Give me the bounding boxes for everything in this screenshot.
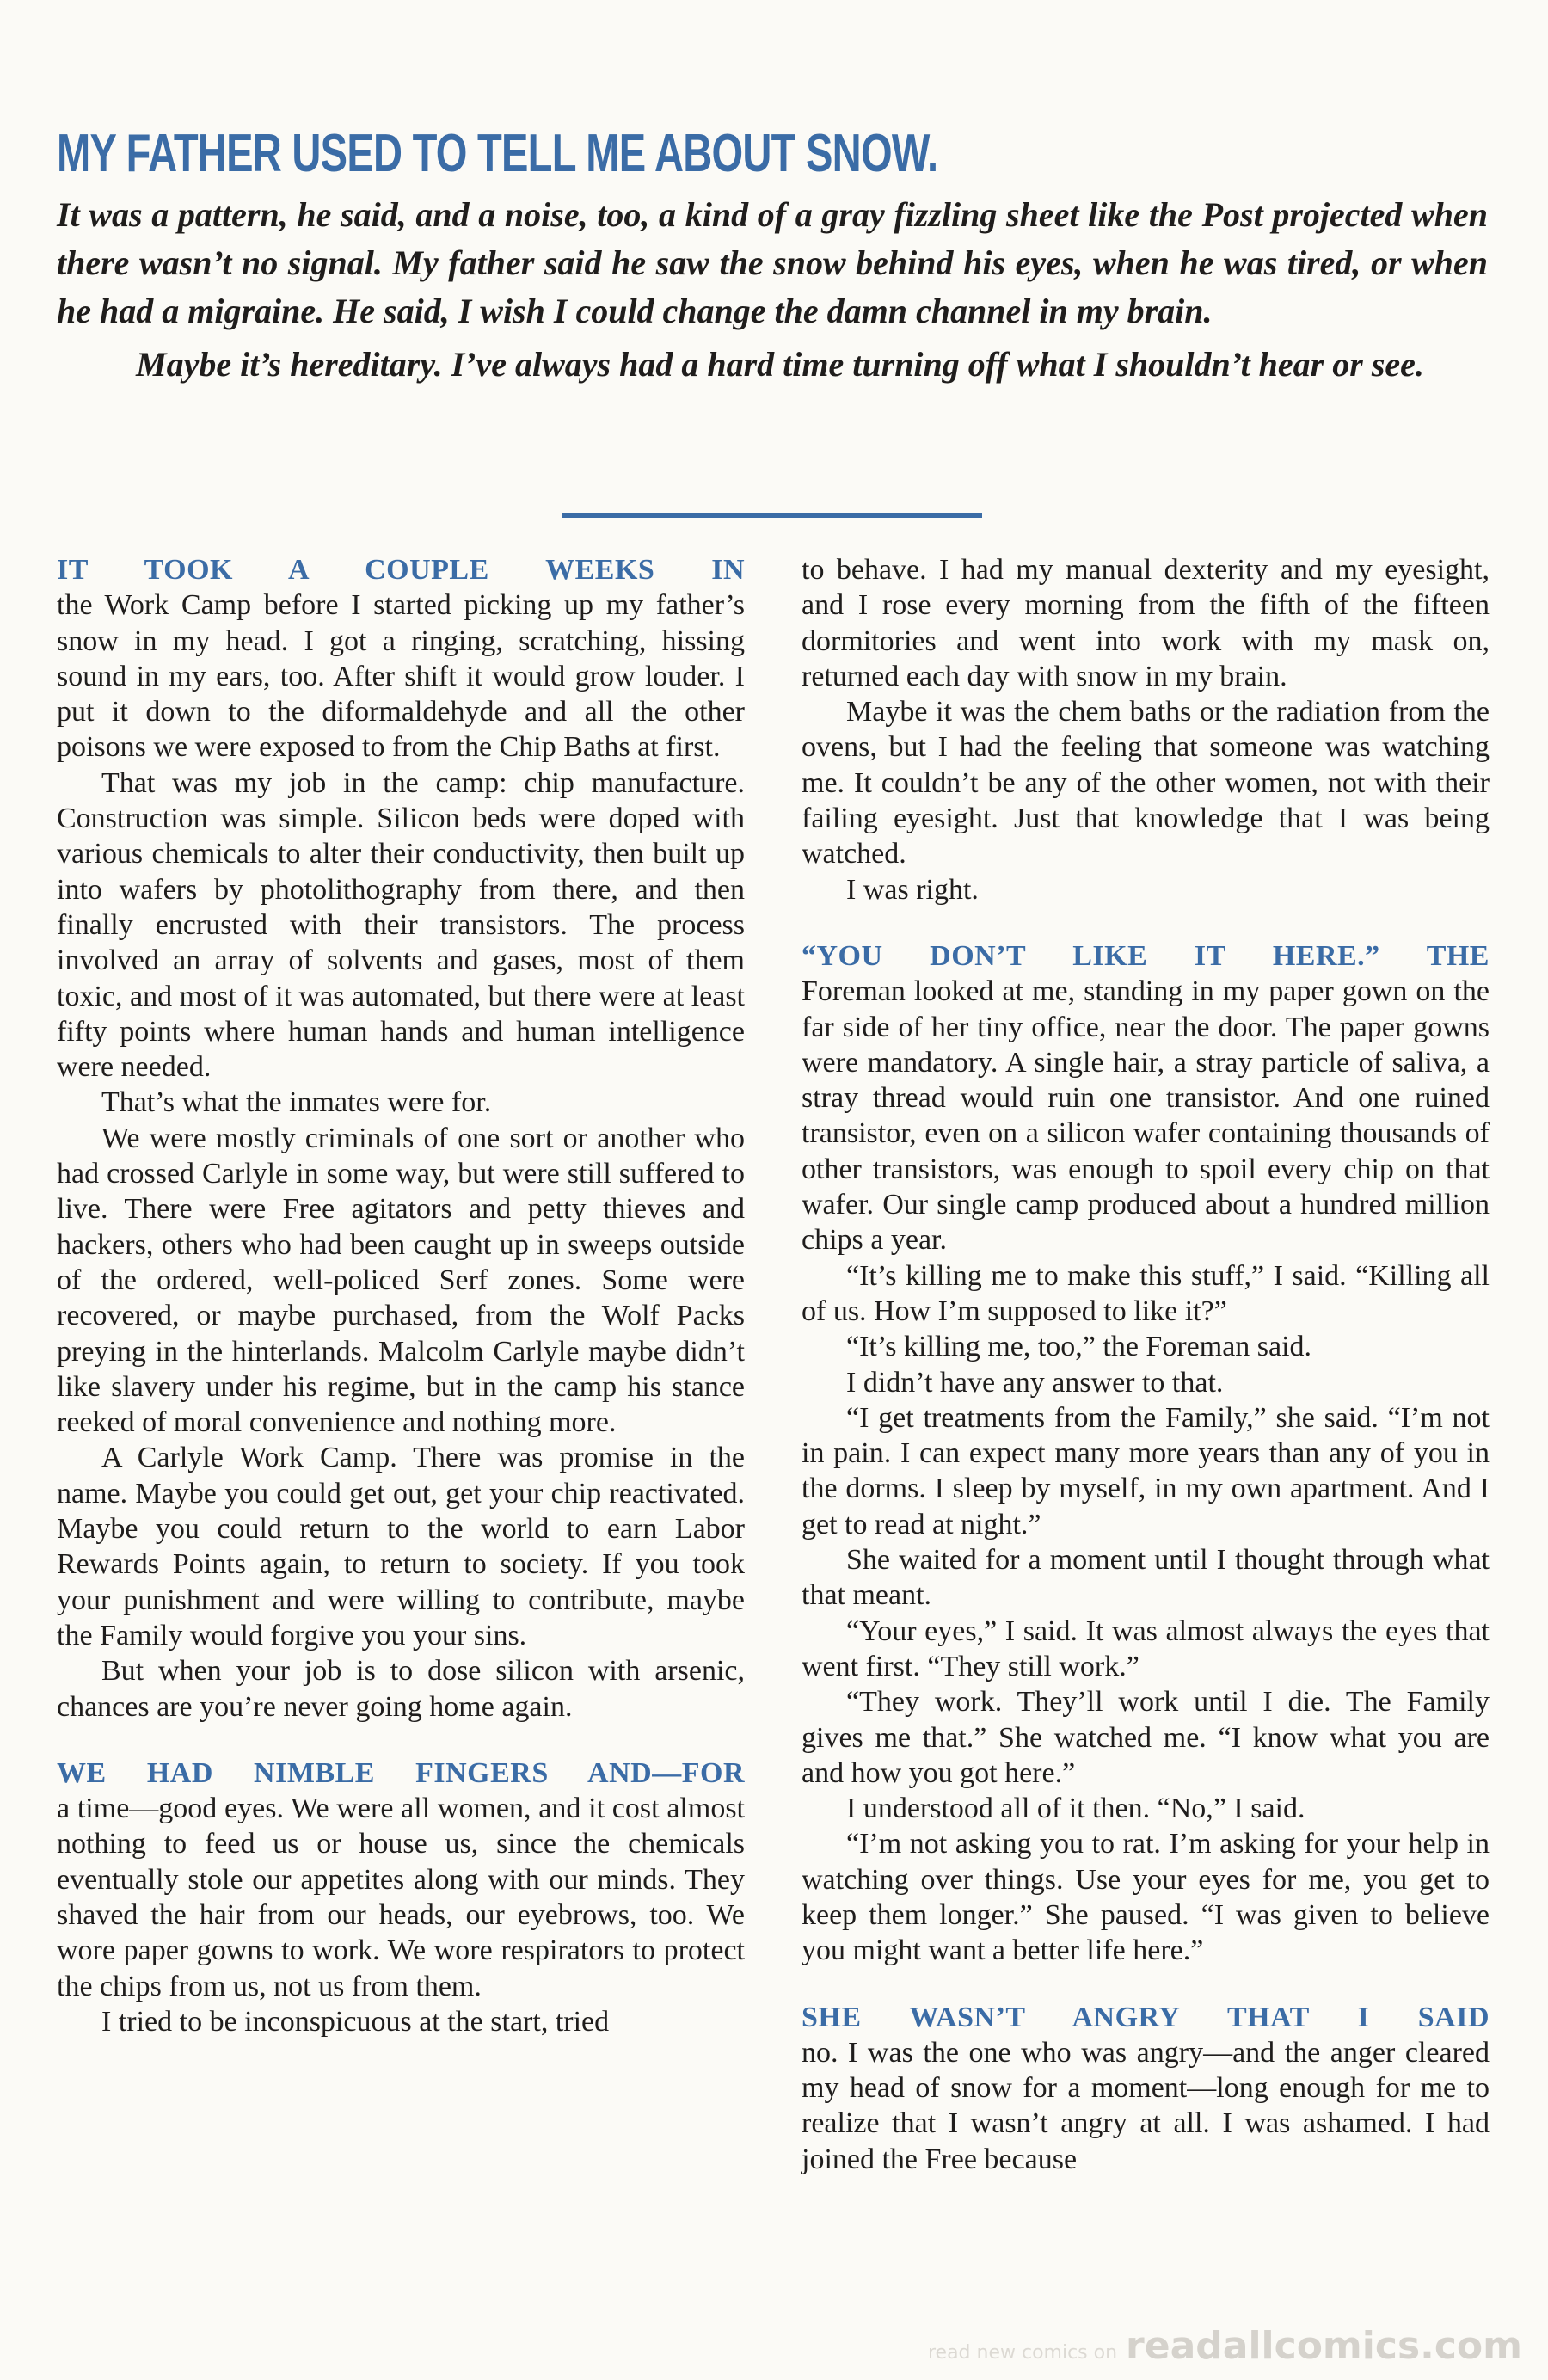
paragraph: “They work. They’ll work until I die. The Family gives me that.” She watched me. “I know what you are and how you got here.” xyxy=(802,1686,1490,1789)
paragraph: I was right. xyxy=(846,873,979,906)
intro-paragraph: It was a pattern, he said, and a noise, too, a kind of a gray fizzling sheet like the Post projected when there wasn’t no signal. My father said he saw the snow behind his eyes, when he was tired, or when he had a migraine. He said, I wish I could change the damn channel in my brain. xyxy=(57,195,1488,330)
paragraph: “It’s killing me, too,” the Foreman said. xyxy=(846,1331,1312,1363)
paragraph: That was my job in the camp: chip manufacture. Construction was simple. Silicon beds were doped with various chemicals to alter their conductivity, then built up into wafers by photolithography from there, and then finally encrusted with their transistors. The process involved an array of solvents and gases, most of them toxic, and most of it was automated, but there were at least fifty points where human hands and human intelligence were needed. xyxy=(57,766,745,1084)
intro-block xyxy=(57,191,1488,389)
site-watermark xyxy=(928,2324,1522,2368)
section-lead-in: IT TOOK A COUPLE WEEKS IN xyxy=(57,554,745,586)
paragraph: WE HAD NIMBLE FINGERS AND—FOR a time—good eyes. We were all women, and it cost almost nothing to feed us or house us, since the chemicals eventually stole our appetites along with our minds. They shaved the hair from our heads, our eyebrows, too. We wore paper gowns to work. We wore respirators to protect the chips from us, not us from them. xyxy=(57,1756,745,2002)
paragraph: She waited for a moment until I thought through what that meant. xyxy=(802,1544,1490,1612)
paragraph: “YOU DON’T LIKE IT HERE.” THE Foreman looked at me, standing in my paper gown on the far side of her tiny office, near the door. The paper gowns were mandatory. A single hair, a stray particle of saliva, a stray thread would ruin one transistor. And one ruined transistor, even on a silicon wafer containing thousands of other transistors, was enough to spoil every chip on that wafer. Our single camp produced about a hundred million chips a year. xyxy=(802,939,1490,1257)
paragraph: IT TOOK A COUPLE WEEKS IN the Work Camp before I started picking up my father’s snow in my head. I got a ringing, scratching, hissing sound in my ears, too. After shift it would grow louder. I put it down to the diformaldehyde and all the other poisons we were exposed to from the Chip Baths at first. xyxy=(57,554,745,764)
section-lead-in: “YOU DON’T LIKE IT HERE.” THE xyxy=(802,939,1490,972)
intro-paragraph: Maybe it’s hereditary. I’ve always had a hard time turning off what I shouldn’t hear or see. xyxy=(136,345,1424,384)
paragraph: I understood all of it then. “No,” I said. xyxy=(846,1793,1305,1825)
paragraph: I didn’t have any answer to that. xyxy=(846,1366,1224,1399)
paragraph: A Carlyle Work Camp. There was promise in the name. Maybe you could get out, get your chip reactivated. Maybe you could return to the world to earn Labor Rewards Points again, to return to society. If you took your punishment and were willing to contribute, maybe the Family would forgive you your sins. xyxy=(57,1442,745,1651)
paragraph: to behave. I had my manual dexterity and my eyesight, and I rose every morning from the fifth of the fifteen dormitories and went into work with my mask on, returned each day with snow in my brain. xyxy=(802,554,1490,692)
paragraph: “It’s killing me to make this stuff,” I said. “Killing all of us. How I’m supposed to like it?” xyxy=(802,1259,1490,1327)
section-divider xyxy=(562,513,982,518)
section-lead-in: WE HAD NIMBLE FINGERS AND—FOR xyxy=(57,1756,745,1789)
right-column xyxy=(802,552,1490,2177)
paragraph: “Your eyes,” I said. It was almost always the eyes that went first. “They still work.” xyxy=(802,1614,1490,1682)
paragraph: “I get treatments from the Family,” she said. “I’m not in pain. I can expect many more years than any of you in the dorms. I sleep by myself, in my own apartment. And I get to read at night.” xyxy=(802,1401,1490,1541)
section-lead-in: SHE WASN’T ANGRY THAT I SAID xyxy=(802,2001,1490,2033)
paragraph: I tried to be inconspicuous at the start, tried xyxy=(101,2005,610,2038)
watermark-domain: readallcomics.com xyxy=(1126,2324,1522,2368)
watermark-tagline: read new comics on xyxy=(927,2342,1118,2364)
left-column xyxy=(57,552,745,2039)
paragraph: But when your job is to dose silicon with arsenic, chances are you’re never going home again. xyxy=(57,1655,745,1723)
paragraph: SHE WASN’T ANGRY THAT I SAID no. I was the one who was angry—and the anger cleared my head of snow for a moment—long enough for me to realize that I wasn’t angry at all. I was ashamed. I had joined the Free because xyxy=(802,2001,1490,2175)
page-title: MY FATHER USED TO TELL ME ABOUT SNOW. xyxy=(57,124,938,183)
paragraph: “I’m not asking you to rat. I’m asking for your help in watching over things. Use your eyes for me, you get to keep them longer.” She paused. “I was given to believe you might want a better life here.” xyxy=(802,1828,1490,1967)
paragraph: Maybe it was the chem baths or the radiation from the ovens, but I had the feeling that someone was watching me. It couldn’t be any of the other women, not with their failing eyesight. Just that knowledge that I was being watched. xyxy=(802,696,1490,870)
paragraph: We were mostly criminals of one sort or another who had crossed Carlyle in some way, but were still suffered to live. There were Free agitators and petty thieves and hackers, others who had been caught up in sweeps outside of the ordered, well-policed Serf zones. Some were recovered, or maybe purchased, from the Wolf Packs preying in the hinterlands. Malcolm Carlyle maybe didn’t like slavery under his regime, but in the camp his stance reeked of moral convenience and nothing more. xyxy=(57,1122,745,1439)
paragraph: That’s what the inmates were for. xyxy=(101,1086,492,1119)
